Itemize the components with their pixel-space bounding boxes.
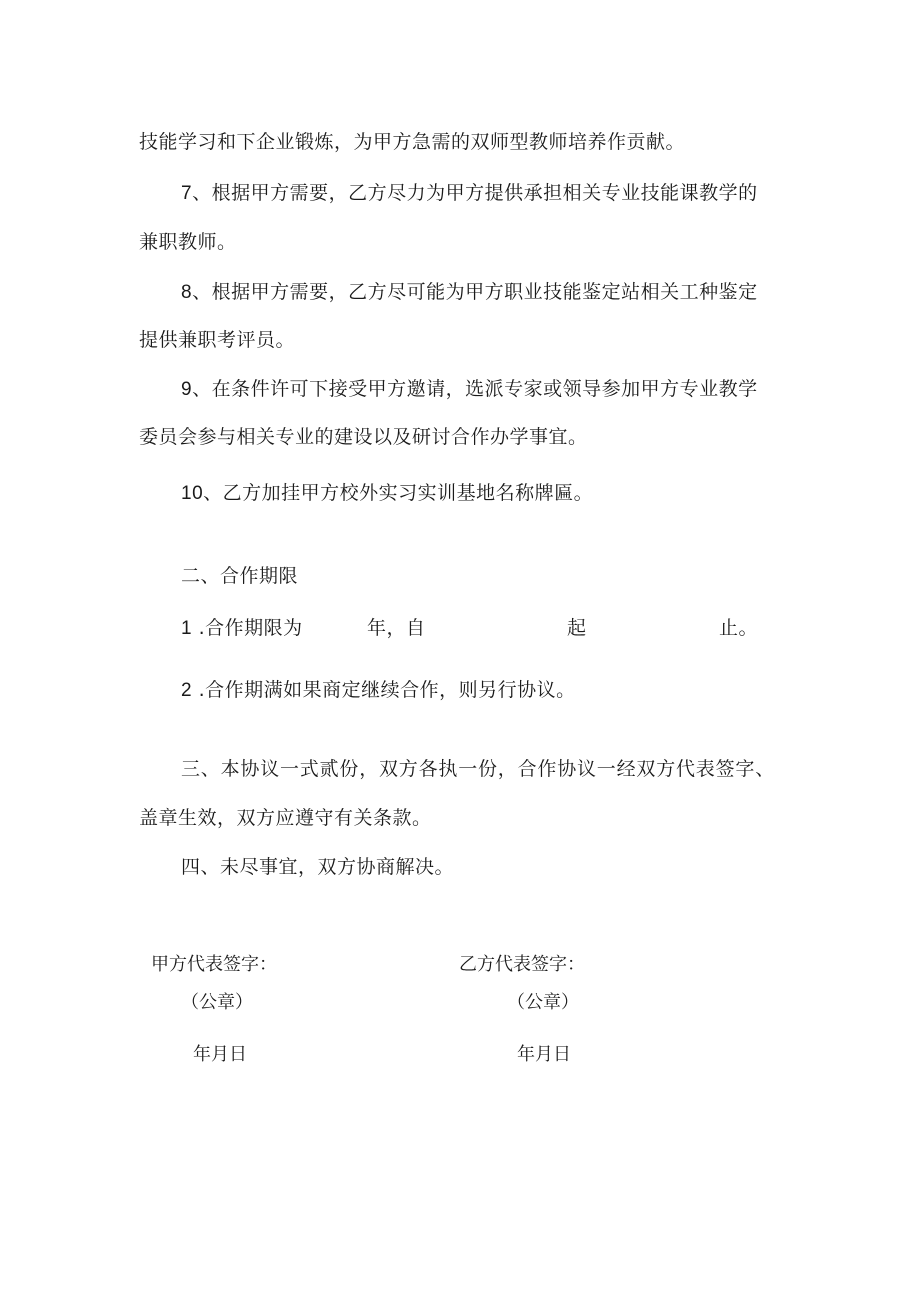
- clause-7-text: 、根据甲方需要，乙方尽力为甲方提供承担相关专业技能课教学的: [192, 182, 758, 204]
- clause-9-text: 、在条件许可下接受甲方邀请，选派专家或领导参加甲方专业教学: [192, 378, 758, 400]
- party-b-date: 年月日: [517, 1044, 571, 1065]
- section-2-item-1: [181, 616, 303, 641]
- clause-7-line-1: [181, 181, 758, 206]
- clause-10-text: 、乙方加挂甲方校外实习实训基地名称牌匾。: [203, 482, 594, 504]
- section-2-item-2-number: 2: [181, 680, 193, 701]
- clause-9-number: 9: [181, 379, 193, 400]
- section-2-heading: 二、合作期限: [181, 565, 299, 587]
- clause-8-text: 、根据甲方需要，乙方尽可能为甲方职业技能鉴定站相关工种鉴定: [192, 281, 758, 303]
- clause-7-line-2: 兼职教师。: [139, 231, 237, 253]
- party-b-seal: （公章）: [507, 992, 579, 1013]
- section-2-item-2-text: .合作期满如果商定继续合作，则另行协议。: [192, 679, 576, 701]
- section-4-text: 四、未尽事宜，双方协商解决。: [181, 856, 455, 878]
- section-2-item-1-text: .合作期限为: [192, 617, 303, 639]
- clause-8-line-2: 提供兼职考评员。: [139, 329, 296, 351]
- party-a-signature-label: 甲方代表签字：: [151, 954, 277, 975]
- clause-7-number: 7: [181, 183, 193, 204]
- clause-8-number: 8: [181, 282, 193, 303]
- section-2-item-1-from: 起: [567, 617, 587, 639]
- section-2-item-1-to: 止。: [719, 617, 759, 639]
- clause-10-number: 10: [181, 483, 204, 504]
- section-2-item-1-year: 年，自: [367, 617, 426, 639]
- section-2-item-2: [181, 678, 576, 703]
- clause-6-tail: 技能学习和下企业锻炼，为甲方急需的双师型教师培养作贡献。: [139, 131, 686, 153]
- section-2-item-1-number: 1: [181, 618, 193, 639]
- party-a-date: 年月日: [193, 1044, 247, 1065]
- clause-9-line-2: 委员会参与相关专业的建设以及研讨合作办学事宜。: [139, 426, 588, 448]
- clause-10: [181, 481, 593, 506]
- party-b-signature-label: 乙方代表签字：: [459, 954, 585, 975]
- section-3-line-2: 盖章生效，双方应遵守有关条款。: [139, 807, 432, 829]
- clause-9-line-1: [181, 377, 758, 402]
- clause-8-line-1: [181, 280, 758, 305]
- section-3-line-1: 三、本协议一式贰份，双方各执一份，合作协议一经双方代表签字、: [181, 758, 776, 780]
- party-a-seal: （公章）: [181, 992, 253, 1013]
